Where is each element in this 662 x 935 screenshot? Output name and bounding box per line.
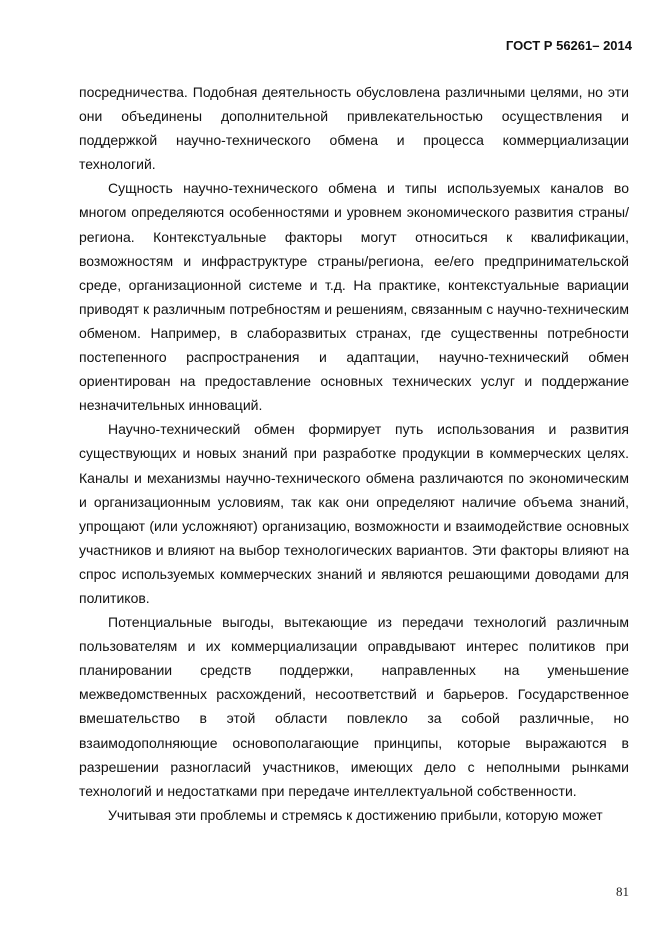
page-number: 81: [616, 884, 629, 899]
paragraph-continuation: посредничества. Подобная деятельность обусловлена различными целями, но эти они объединены дополнительной привлекательностью осуществления и поддержкой научно-технического обмена и процесса коммерциализации технологий.: [79, 84, 629, 173]
paragraph: Потенциальные выгоды, вытекающие из передачи технологий различным пользователям и их коммерциализации оправдывают интерес политиков при планировании средств поддержки, направленных на уменьшение межведомственных расхождений, несоответствий и барьеров. Государственное вмешательство в этой области повлекло за собой различные, но взаимодополняющие основополагающие принципы, которые выражаются в разрешении разногласий участников, имеющих дело с неполными рынками технологий и недостатками при передаче интеллектуальной собственности.: [79, 614, 629, 799]
paragraph: Научно-технический обмен формирует путь использования и развития существующих и новых знаний при разработке продукции в коммерческих целях. Каналы и механизмы научно-технического обмена различаются по экономическим и организационным условиям, так как они определяют наличие объема знаний, упрощают (или усложняют) организацию, возможности и взаимодействие основных участников и влияют на выбор технологических вариантов. Эти факторы влияют на спрос используемых коммерческих знаний и являются решающими доводами для политиков.: [79, 421, 629, 606]
paragraph: Учитывая эти проблемы и стремясь к достижению прибыли, которую может: [108, 806, 603, 823]
document-body: [79, 80, 629, 827]
document-standard-id: ГОСТ Р 56261– 2014: [505, 38, 632, 53]
paragraph: Сущность научно-технического обмена и типы используемых каналов во многом определяются особенностями и уровнем экономического развития страны/региона. Контекстуальные факторы могут относиться к квалификации, возможностям и инфраструктуре страны/региона, ее/его предпринимательской среде, организационной системе и т.д. На практике, контекстуальные вариации приводят к различным потребностям и решениям, связанным с научно-техническим обменом. Например, в слаборазвитых странах, где существенны потребности постепенного распространения и адаптации, научно-технический обмен ориентирован на предоставление основных технических услуг и поддержание незначительных инноваций.: [79, 180, 629, 414]
